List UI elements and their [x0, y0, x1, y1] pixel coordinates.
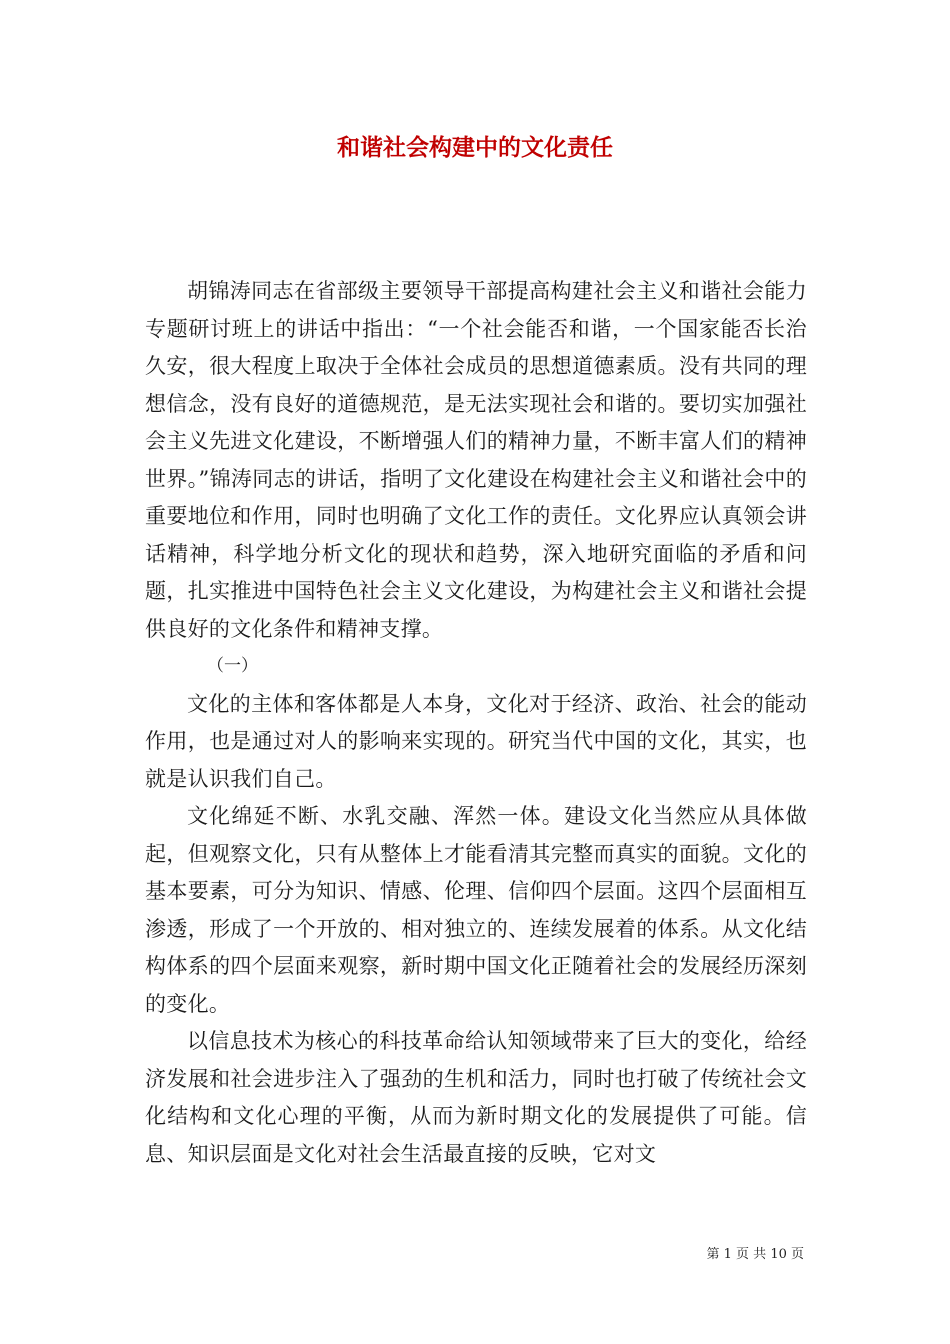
paragraph-structure: 文化绵延不断、水乳交融、浑然一体。建设文化当然应从具体做起，但观察文化，只有从整体上才能看清其完整而真实的面貌。文化的基本要素，可分为知识、情感、伦理、信仰四个层面。这四个层面相互渗透，形成了一个开放的、相对独立的、连续发展着的体系。从文化结构体系的四个层面来观察，新时期中国文化正随着社会的发展经历深刻的变化。 [145, 804, 807, 1016]
paragraph-subject: 文化的主体和客体都是人本身，文化对于经济、政治、社会的能动作用，也是通过对人的影响来实现的。研究当代中国的文化，其实，也就是认识我们自己。 [145, 691, 807, 791]
page-number: 第 1 页 共 10 页 [706, 1247, 804, 1262]
paragraph-technology: 以信息技术为核心的科技革命给认知领域带来了巨大的变化，给经济发展和社会进步注入了强劲的生机和活力，同时也打破了传统社会文化结构和文化心理的平衡，从而为新时期文化的发展提供了可能。信息、知识层面是文化对社会生活最直接的反映，它对文 [145, 1029, 807, 1166]
document-body [145, 273, 807, 1173]
section-marker: （一） [207, 656, 258, 676]
document-title: 和谐社会构建中的文化责任 [337, 134, 613, 161]
paragraph-intro: 胡锦涛同志在省部级主要领导干部提高构建社会主义和谐社会能力专题研讨班上的讲话中指出：“一个社会能否和谐，一个国家能否长治久安，很大程度上取决于全体社会成员的思想道德素质。没有共同的理想信念，没有良好的道德规范，是无法实现社会和谐的。要切实加强社会主义先进文化建设，不断增强人们的精神力量，不断丰富人们的精神世界。”锦涛同志的讲话，指明了文化建设在构建社会主义和谐社会中的重要地位和作用，同时也明确了文化工作的责任。文化界应认真领会讲话精神，科学地分析文化的现状和趋势，深入地研究面临的矛盾和问题，扎实推进中国特色社会主义文化建设，为构建社会主义和谐社会提供良好的文化条件和精神支撑。 [145, 279, 807, 641]
